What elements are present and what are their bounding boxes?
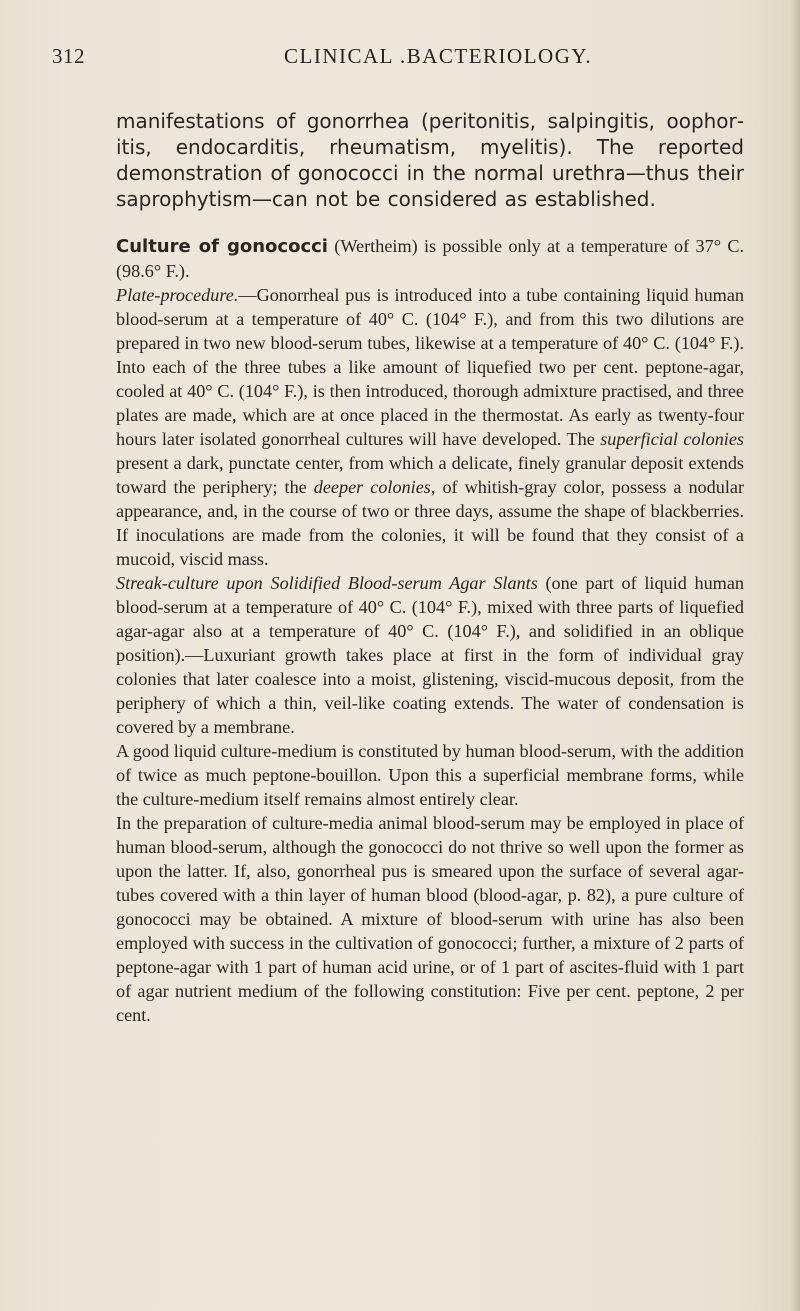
page-edge-shadow [790, 0, 800, 1311]
paragraph-preparation-media: In the preparation of culture-media animal blood-serum may be employed in place of human blood-serum, although the gonococci do not thrive so well upon the former as upon the latter. If, also, gonorrheal pus is smeared upon the surface of several agar-tubes covered with a thin layer of human blood (blood-agar, p. 82), a pure culture of gonococci may be obtained. A mixture of blood-serum with urine has also been employed with success in the cultivation of gonococci; further, a mixture of 2 parts of peptone-agar with 1 part of human acid urine, or of 1 part of ascites-fluid with 1 part of agar nutrient medium of the following constitution: Five per cent. peptone, 2 per cent. [116, 813, 744, 1025]
paragraph-manifestations: manifestations of gonorrhea (peritonitis, salpingitis, oophoritis, endocarditis, rheumatism, myelitis). The reported demonstration of gonococci in the normal urethra—thus their saprophytism—can not be considered as established. [116, 109, 744, 211]
paragraph-streak-culture [116, 571, 744, 739]
plate-procedure-text-b: present a dark, punctate center, from which a delicate, finely granular deposit extends toward the periphery; the [116, 453, 744, 497]
running-head: CLINICAL .BACTERIOLOGY. [284, 44, 593, 68]
plate-procedure-text-c: , of whitish-gray color, possess a nodular appearance, and, in the course of two or three days, assume the shape of blackberries. If inoculations are made from the colonies, it will be found that they consist of a mucoid, viscid mass. [116, 477, 745, 569]
heading-culture-of-gonococci: Culture of gonococci [116, 236, 328, 257]
page-header [52, 44, 742, 72]
term-superficial-colonies: superficial colonies [600, 429, 744, 449]
paragraph-plate-procedure [116, 283, 744, 571]
streak-culture-text: (one part of liquid human blood-serum at a temperature of 40° C. (104° F.), mixed with three parts of liquefied agar-agar also at a temperature of 40° C. (104° F.), and solidified in an oblique position).—Luxuriant growth takes place at first in the form of individual gray colonies that later coalesce into a moist, glistening, viscid-mucous deposit, from the periphery of which a thin, veil-like coating extends. The water of condensation is covered by a membrane. [116, 573, 744, 737]
paragraph-culture-of-gonococci [116, 234, 744, 283]
term-deeper-colonies: deeper colonies [313, 477, 431, 497]
heading-streak-culture: Streak-culture upon Solidified Blood-serum Agar Slants [116, 573, 538, 593]
plate-procedure-text-a: —Gonorrheal pus is introduced into a tube containing liquid human blood-serum at a temperature of 40° C. (104° F.), and from this two dilutions are prepared in two new blood-serum tubes, likewise at a temperature of 40° C. (104° F.). Into each of the three tubes a like amount of liquefied two per cent. peptone-agar, cooled at 40° C. (104° F.), is then introduced, thorough admixture practised, and three plates are made, which are at once placed in the thermostat. As early as twenty-four hours later isolated gonorrheal cultures will have developed. The [116, 285, 744, 449]
body-text [116, 108, 744, 1027]
page-number: 312 [52, 44, 85, 68]
culture-temperature-text: (Wertheim) is possible only at a temperature of 37° C. (98.6° F.). [116, 236, 744, 281]
paragraph-liquid-medium: A good liquid culture-medium is constituted by human blood-serum, with the addition of twice as much peptone-bouillon. Upon this a superficial membrane forms, while the culture-medium itself remains almost entirely clear. [116, 741, 744, 809]
heading-plate-procedure: Plate-procedure. [116, 285, 239, 305]
